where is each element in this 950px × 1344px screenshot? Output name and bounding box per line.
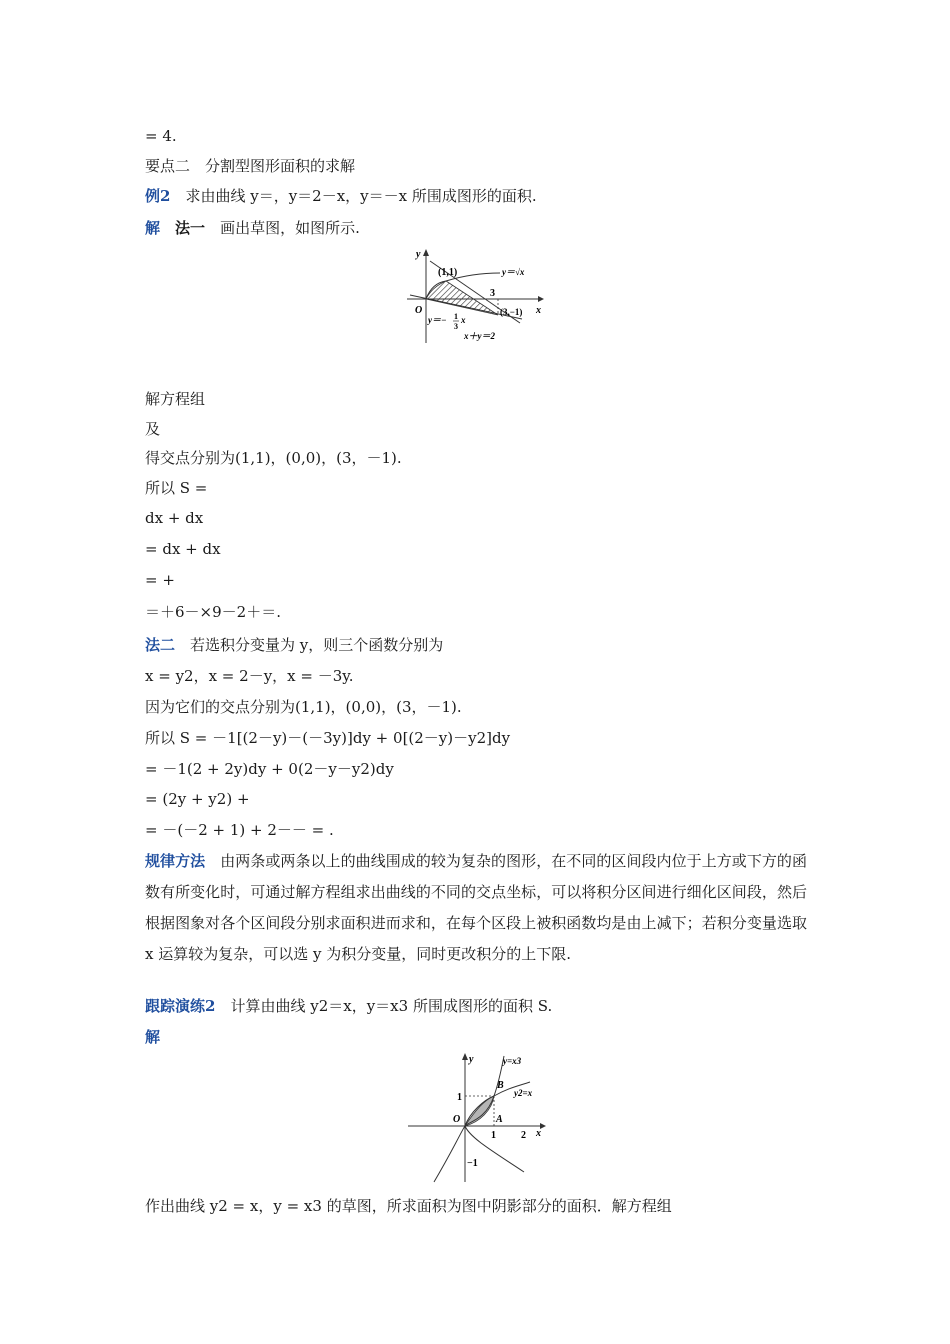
fig2-curve-cubic: y=x3 [503,1056,522,1066]
y-axis-arrow [423,249,429,256]
eq-final-line: ＝＋6－×9－2＋＝. [145,603,281,621]
fig1-point-11: (1,1) [438,267,458,278]
fig1-point-3m1: (3,−1) [500,307,523,317]
equals-four-line: = 4. [145,127,177,145]
so-s-line: 所以 S = [145,479,208,497]
fig2-tick-1x: 1 [491,1130,496,1141]
fig1-curve-sqrt: y＝√x [502,267,525,277]
method2-step3: = (2y + y2) + [145,790,250,808]
method2-s-def: 所以 S = －1[(2－y)－(－3y)]dy + 0[(2－y)－y2]dy [145,729,511,747]
fig2-curve-parab: y2=x [514,1088,533,1098]
example-label: 例2 [145,187,171,205]
practice-text: 计算由曲线 y2＝x，y＝x3 所围成图形的面积 S. [230,997,553,1015]
fig2-tick-m1y: −1 [467,1158,478,1169]
fig2-point-B: B [497,1080,504,1091]
fig2-point-A: A [496,1114,503,1125]
y-axis-arrow [462,1053,468,1060]
fig1-line-b: x＋y＝2 [464,331,495,341]
shaded-region [426,281,498,315]
solve-system-line: 解方程组 [145,390,206,408]
solution-method1 [145,218,360,238]
fig2-x-label: x [536,1128,541,1139]
fig1-line-a: y＝− [428,315,447,325]
fig1-origin: O [415,305,423,316]
fig2-y-label: y [469,1054,474,1065]
method2-text: 若选积分变量为 y，则三个函数分别为 [190,636,444,654]
fig2-tick-1y: 1 [457,1092,462,1103]
and-line: 及 [145,420,161,438]
functions-line: x = y2，x = 2－y，x = －3y. [145,667,354,685]
method2-step4: = －(－2 + 1) + 2－－ = . [145,821,334,839]
method2-label: 法二 [145,636,176,654]
eq-dx-dx-line: = dx + dx [145,540,221,558]
fig1-x-label: x [536,305,541,316]
practice-label: 跟踪演练2 [145,997,216,1015]
method2-step2: = －1(2 + 2y)dy + 0(2－y－y2)dy [145,760,394,778]
solution-label: 解 [145,219,161,237]
fig1-y-label: y [416,249,421,260]
eq-plus-line: = + [145,571,175,589]
figure-1-graph [402,245,552,345]
example-2 [145,186,537,206]
example-text: 求由曲线 y＝，y＝2－x，y＝－x 所围成图形的面积. [185,187,537,205]
fig1-frac-den: 3 [454,322,458,331]
method2-line [145,635,443,655]
fig1-frac-num: 1 [454,312,458,321]
practice-2-line [145,996,552,1016]
rule-label: 规律方法 [145,852,206,870]
last-line: 作出曲线 y2 = x，y = x3 的草图，所求面积为图中阴影部分的面积．解方程组 [145,1197,672,1215]
method1-label: 法一 [175,219,206,237]
fig2-origin: O [453,1114,461,1125]
fig2-tick-2x: 2 [521,1130,526,1141]
rule-text: 由两条或两条以上的曲线围成的较为复杂的图形，在不同的区间段内位于上方或下方的函数有所变化时，可通过解方程组求出曲线的不同的交点坐标，可以将积分区间进行细化区间段，然后根据图象对各个区间段分别求面积进而求和，在每个区段上被积函数均是由上减下；若积分变量选取 x 运算较为复杂，可以选 y 为积分变量，同时更改积分的上下限. [145,852,807,963]
rule-paragraph [145,846,807,970]
dx-plus-dx-line: dx + dx [145,509,204,527]
solution-2-label: 解 [145,1028,161,1046]
fig1-line-a-x: x [461,315,466,325]
shaded-region [465,1096,494,1126]
x-axis-arrow [538,296,544,302]
fig1-tick-3: 3 [490,288,495,299]
figure-2-graph [404,1052,554,1184]
intersections-line: 得交点分别为(1,1)，(0,0)，(3，－1). [145,449,402,467]
section-heading: 要点二 分割型图形面积的求解 [145,157,356,175]
method2-intersections: 因为它们的交点分别为(1,1)，(0,0)，(3，－1). [145,698,462,716]
method1-text: 画出草图，如图所示. [220,219,360,237]
